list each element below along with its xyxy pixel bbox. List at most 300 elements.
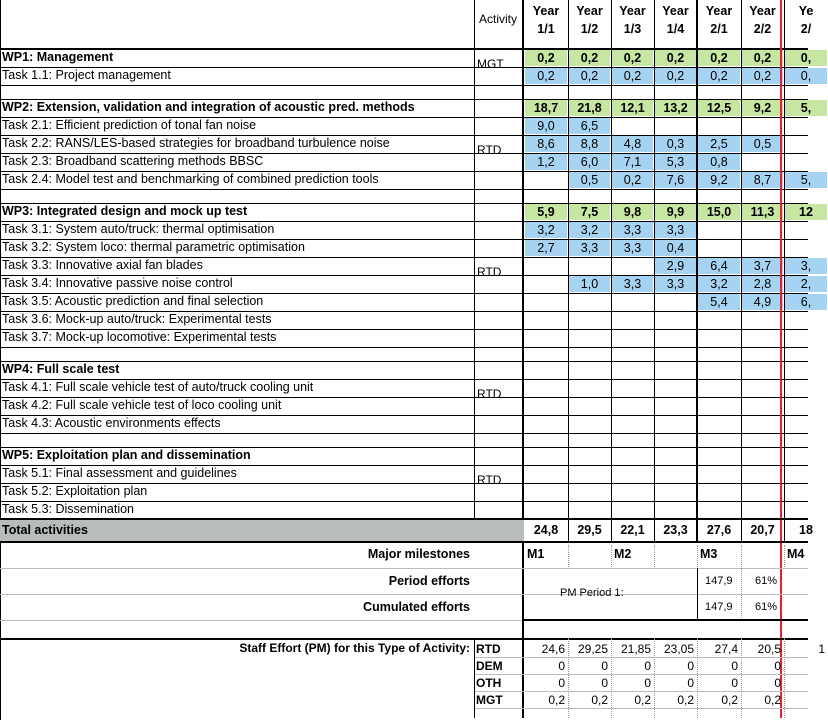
effort-cell: 2,7 bbox=[525, 240, 567, 256]
total-cell: 18 bbox=[799, 523, 813, 537]
effort-cell bbox=[785, 154, 827, 170]
staff-effort-label: Staff Effort (PM) for this Type of Activity: bbox=[239, 641, 470, 655]
total-cell: 20,7 bbox=[750, 523, 775, 537]
effort-cell bbox=[655, 118, 696, 134]
effort-cell bbox=[525, 380, 567, 396]
staff-effort-cell: 0 bbox=[774, 676, 781, 690]
effort-cell: 9,8 bbox=[612, 204, 653, 220]
period-label: 1/2 bbox=[580, 22, 599, 36]
effort-cell: 0,3 bbox=[655, 136, 696, 152]
effort-cell bbox=[698, 448, 740, 464]
grid-line bbox=[697, 638, 698, 718]
effort-cell bbox=[525, 416, 567, 432]
grid-line bbox=[0, 361, 808, 362]
effort-cell bbox=[612, 258, 653, 274]
effort-cell: 3,3 bbox=[569, 240, 610, 256]
period-boundary-line bbox=[780, 0, 782, 718]
grid-line bbox=[0, 48, 808, 49]
effort-cell: 2, bbox=[785, 276, 827, 292]
effort-cell: 1,0 bbox=[569, 276, 610, 292]
task-row-label: Task 3.5: Acoustic prediction and final selection bbox=[2, 294, 264, 308]
grid-line bbox=[522, 0, 524, 718]
grid-line bbox=[611, 638, 612, 718]
year-column-header bbox=[741, 3, 784, 37]
total-cell: 24,8 bbox=[533, 523, 559, 537]
effort-cell bbox=[612, 312, 653, 328]
effort-cell bbox=[569, 398, 610, 414]
effort-cell bbox=[569, 416, 610, 432]
effort-cell bbox=[655, 466, 696, 482]
effort-cell bbox=[612, 118, 653, 134]
effort-cell: 3,2 bbox=[569, 222, 610, 238]
grid-line bbox=[0, 293, 808, 294]
effort-cell bbox=[525, 484, 567, 500]
grid-line bbox=[696, 0, 698, 543]
effort-cell bbox=[698, 484, 740, 500]
effort-cell: 21,8 bbox=[569, 100, 610, 116]
wp-row-label: WP2: Extension, validation and integration of acoustic pred. methods bbox=[2, 100, 415, 114]
task-row-label: Task 3.2: System loco: thermal parametric optimisation bbox=[2, 240, 305, 254]
year-column-header bbox=[611, 3, 654, 37]
effort-cell: 0,8 bbox=[698, 154, 740, 170]
grid-line bbox=[0, 221, 808, 222]
effort-cell bbox=[525, 330, 567, 346]
effort-cell bbox=[742, 222, 783, 238]
staff-effort-cell: 0,2 bbox=[764, 693, 781, 707]
total-label: Total activities bbox=[2, 523, 88, 537]
effort-cell: 3,3 bbox=[612, 240, 653, 256]
effort-cell: 0,2 bbox=[569, 68, 610, 84]
effort-cell bbox=[742, 312, 783, 328]
effort-cell: 3,2 bbox=[525, 222, 567, 238]
effort-cell: 2,5 bbox=[698, 136, 740, 152]
effort-cell: 0,2 bbox=[612, 50, 653, 66]
effort-cell bbox=[742, 362, 783, 378]
effort-cell bbox=[698, 416, 740, 432]
activity-type-label: RTD bbox=[477, 387, 502, 401]
cumulated-efforts-pct: 61% bbox=[755, 601, 778, 613]
effort-cell bbox=[785, 330, 827, 346]
grid-line bbox=[568, 0, 569, 543]
effort-cell bbox=[742, 380, 783, 396]
staff-effort-cell: 0 bbox=[731, 659, 738, 673]
grid-line bbox=[0, 433, 808, 434]
effort-cell bbox=[525, 172, 567, 188]
staff-effort-cell: 0 bbox=[644, 659, 651, 673]
staff-effort-cell: 0,2 bbox=[548, 693, 565, 707]
year-column-header bbox=[654, 3, 697, 37]
activity-type-label: MGT bbox=[477, 57, 504, 71]
milestone-divider bbox=[611, 545, 612, 567]
effort-cell: 13,2 bbox=[655, 100, 696, 116]
grid-line bbox=[0, 465, 808, 466]
effort-cell: 0,2 bbox=[655, 50, 696, 66]
staff-effort-cell: 0,2 bbox=[591, 693, 608, 707]
effort-cell bbox=[698, 312, 740, 328]
milestone-divider bbox=[784, 545, 785, 567]
effort-cell: 7,6 bbox=[655, 172, 696, 188]
staff-effort-cell: 0 bbox=[558, 676, 565, 690]
staff-effort-cell: 24,6 bbox=[541, 642, 565, 656]
effort-cell: 0,2 bbox=[698, 68, 740, 84]
effort-cell: 6,4 bbox=[698, 258, 740, 274]
milestone-divider bbox=[568, 545, 569, 567]
effort-cell: 9,0 bbox=[525, 118, 567, 134]
effort-cell: 9,2 bbox=[698, 172, 740, 188]
effort-cell bbox=[655, 312, 696, 328]
grid-line bbox=[784, 0, 785, 543]
grid-line bbox=[0, 275, 808, 276]
effort-cell bbox=[569, 330, 610, 346]
effort-cell bbox=[612, 380, 653, 396]
year-label: Ye bbox=[798, 4, 814, 18]
total-cell: 29,5 bbox=[577, 523, 602, 537]
activity-type-label: RTD bbox=[477, 265, 502, 279]
effort-cell bbox=[742, 118, 783, 134]
grid-line bbox=[0, 203, 808, 204]
effort-cell bbox=[612, 466, 653, 482]
effort-cell bbox=[569, 448, 610, 464]
effort-cell bbox=[742, 416, 783, 432]
year-label: Year bbox=[532, 4, 560, 18]
effort-cell bbox=[655, 448, 696, 464]
effort-cell: 5, bbox=[785, 172, 827, 188]
grid-line bbox=[654, 638, 655, 718]
staff-effort-cell: 0 bbox=[644, 676, 651, 690]
year-column-header bbox=[524, 3, 568, 37]
effort-cell bbox=[655, 416, 696, 432]
task-row-label: Task 3.7: Mock-up locomotive: Experimental tests bbox=[2, 330, 277, 344]
effort-cell bbox=[525, 502, 567, 518]
year-label: Year bbox=[705, 4, 733, 18]
effort-cell: 4,9 bbox=[742, 294, 783, 310]
staff-effort-cell: 27,4 bbox=[714, 642, 738, 656]
staff-effort-cell: 0,2 bbox=[721, 693, 738, 707]
grid-line bbox=[474, 638, 475, 718]
effort-cell bbox=[698, 362, 740, 378]
effort-cell: 3,3 bbox=[655, 276, 696, 292]
effort-cell bbox=[525, 312, 567, 328]
effort-cell: 0,5 bbox=[569, 172, 610, 188]
grid-line bbox=[0, 135, 808, 136]
grid-line bbox=[0, 99, 808, 100]
staff-effort-cell: 0,2 bbox=[634, 693, 651, 707]
staff-activity-type: RTD bbox=[476, 642, 501, 656]
effort-cell bbox=[785, 362, 827, 378]
period-efforts-label: Period efforts bbox=[388, 574, 470, 588]
effort-cell: 5,4 bbox=[698, 294, 740, 310]
staff-effort-cell: 0 bbox=[687, 676, 694, 690]
effort-cell bbox=[698, 240, 740, 256]
effort-cell bbox=[742, 502, 783, 518]
grid-line bbox=[0, 501, 808, 502]
staff-effort-cell: 0,2 bbox=[677, 693, 694, 707]
staff-effort-cell: 20,5 bbox=[757, 642, 781, 656]
effort-cell: 9,9 bbox=[655, 204, 696, 220]
total-cell: 22,1 bbox=[620, 523, 645, 537]
staff-effort-cell: 0 bbox=[731, 676, 738, 690]
grid-line bbox=[0, 153, 808, 154]
effort-cell: 0,2 bbox=[612, 68, 653, 84]
task-row-label: Task 2.1: Efficient prediction of tonal fan noise bbox=[2, 118, 257, 132]
effort-cell: 12 bbox=[785, 204, 827, 220]
effort-cell bbox=[698, 222, 740, 238]
grid-line bbox=[0, 0, 1, 720]
year-label: Year bbox=[576, 4, 603, 18]
activity-type-label: RTD bbox=[477, 143, 502, 157]
effort-cell: 0, bbox=[785, 68, 827, 84]
year-column-header bbox=[568, 3, 611, 37]
milestone-divider bbox=[741, 545, 742, 567]
effort-cell bbox=[785, 118, 827, 134]
wp-row-label: WP4: Full scale test bbox=[2, 362, 120, 376]
effort-cell: 3,2 bbox=[698, 276, 740, 292]
grid-line bbox=[611, 0, 612, 543]
effort-cell bbox=[525, 258, 567, 274]
effort-cell: 0,2 bbox=[525, 68, 567, 84]
effort-cell bbox=[525, 276, 567, 292]
effort-cell: 18,7 bbox=[525, 100, 567, 116]
task-row-label: Task 5.3: Dissemination bbox=[2, 502, 135, 516]
task-row-label: Task 1.1: Project management bbox=[2, 68, 171, 82]
effort-cell: 0,2 bbox=[612, 172, 653, 188]
task-row-label: Task 4.1: Full scale vehicle test of auto/truck cooling unit bbox=[2, 380, 314, 394]
effort-cell bbox=[785, 222, 827, 238]
staff-effort-cell: 0 bbox=[601, 676, 608, 690]
effort-cell bbox=[785, 484, 827, 500]
efforts-box-bottom bbox=[522, 619, 808, 621]
effort-cell bbox=[569, 258, 610, 274]
period-label: 1/1 bbox=[537, 22, 555, 36]
year-column-header bbox=[697, 3, 741, 37]
staff-effort-cell: 0 bbox=[558, 659, 565, 673]
grid-line bbox=[0, 67, 808, 68]
effort-cell bbox=[612, 398, 653, 414]
effort-cell bbox=[612, 416, 653, 432]
task-row-label: Task 3.4: Innovative passive noise control bbox=[2, 276, 233, 290]
effort-cell: 12,1 bbox=[612, 100, 653, 116]
grid-line bbox=[474, 0, 475, 520]
effort-cell bbox=[655, 502, 696, 518]
grid-line bbox=[0, 311, 808, 312]
effort-cell bbox=[785, 448, 827, 464]
grid-line bbox=[0, 329, 808, 330]
grid-line bbox=[0, 171, 808, 172]
staff-effort-cell: 0 bbox=[687, 659, 694, 673]
task-row-label: Task 3.1: System auto/truck: thermal optimisation bbox=[2, 222, 275, 236]
effort-cell bbox=[525, 294, 567, 310]
effort-cell bbox=[655, 362, 696, 378]
effort-cell bbox=[655, 294, 696, 310]
effort-cell: 2,9 bbox=[655, 258, 696, 274]
task-row-label: Task 2.4: Model test and benchmarking of combined prediction tools bbox=[2, 172, 379, 186]
wp-row-label: WP3: Integrated design and mock up test bbox=[2, 204, 248, 218]
staff-effort-cell: 0 bbox=[601, 659, 608, 673]
milestones-label: Major milestones bbox=[367, 547, 470, 561]
grid-line bbox=[0, 239, 808, 240]
effort-cell bbox=[525, 448, 567, 464]
effort-cell: 5, bbox=[785, 100, 827, 116]
effort-cell: 6,5 bbox=[569, 118, 610, 134]
grid-line bbox=[0, 447, 808, 448]
effort-cell: 3,3 bbox=[612, 276, 653, 292]
period-label: 2/1 bbox=[710, 22, 728, 36]
grid-line bbox=[697, 568, 698, 620]
effort-cell bbox=[785, 136, 827, 152]
effort-cell: 8,7 bbox=[742, 172, 783, 188]
effort-cell bbox=[742, 398, 783, 414]
effort-cell: 3,7 bbox=[742, 258, 783, 274]
period-label: 1/3 bbox=[623, 22, 642, 36]
effort-cell: 0,2 bbox=[698, 50, 740, 66]
year-label: Year bbox=[662, 4, 689, 18]
total-cell: 27,6 bbox=[706, 523, 732, 537]
effort-cell bbox=[569, 362, 610, 378]
wp-row-label: WP1: Management bbox=[2, 50, 114, 64]
effort-cell: 3,3 bbox=[655, 222, 696, 238]
activity-type-label: RTD bbox=[477, 473, 502, 487]
effort-cell: 0,5 bbox=[742, 136, 783, 152]
grid-line bbox=[0, 594, 808, 595]
staff-effort-cell: 21,85 bbox=[620, 642, 651, 656]
effort-cell: 15,0 bbox=[698, 204, 740, 220]
effort-cell bbox=[785, 416, 827, 432]
effort-cell: 0,4 bbox=[655, 240, 696, 256]
effort-cell: 11,3 bbox=[742, 204, 783, 220]
effort-cell bbox=[525, 362, 567, 378]
period-efforts-value: 147,9 bbox=[705, 575, 733, 587]
effort-cell bbox=[698, 398, 740, 414]
effort-cell bbox=[525, 398, 567, 414]
milestone-marker: M2 bbox=[614, 547, 632, 561]
grid-line bbox=[474, 708, 808, 709]
effort-cell: 5,3 bbox=[655, 154, 696, 170]
effort-cell: 0,2 bbox=[655, 68, 696, 84]
task-row-label: Task 5.2: Exploitation plan bbox=[2, 484, 148, 498]
effort-cell bbox=[785, 380, 827, 396]
grid-line bbox=[0, 483, 808, 484]
grid-line bbox=[0, 397, 808, 398]
effort-cell: 8,8 bbox=[569, 136, 610, 152]
effort-cell: 5,9 bbox=[525, 204, 567, 220]
effort-cell bbox=[655, 380, 696, 396]
effort-cell bbox=[525, 466, 567, 482]
effort-cell bbox=[569, 312, 610, 328]
task-row-label: Task 5.1: Final assessment and guidelines bbox=[2, 466, 237, 480]
effort-cell bbox=[569, 502, 610, 518]
effort-cell: 3,3 bbox=[612, 222, 653, 238]
period-label: 2/2 bbox=[753, 22, 772, 36]
effort-cell bbox=[569, 466, 610, 482]
period-label: 2/ bbox=[800, 22, 812, 36]
task-row-label: Task 3.3: Innovative axial fan blades bbox=[2, 258, 203, 272]
effort-cell bbox=[742, 448, 783, 464]
effort-cell: 2,8 bbox=[742, 276, 783, 292]
effort-cell bbox=[785, 502, 827, 518]
task-row-label: Task 4.2: Full scale vehicle test of loco cooling unit bbox=[2, 398, 282, 412]
milestone-divider bbox=[697, 545, 698, 567]
cumulated-efforts-value: 147,9 bbox=[705, 601, 733, 613]
staff-effort-cell: 29,25 bbox=[577, 642, 608, 656]
milestone-marker: M1 bbox=[527, 547, 545, 561]
cumulated-efforts-label: Cumulated efforts bbox=[363, 600, 470, 614]
effort-cell bbox=[742, 154, 783, 170]
grid-line bbox=[741, 568, 742, 620]
effort-cell bbox=[785, 240, 827, 256]
effort-cell: 7,1 bbox=[612, 154, 653, 170]
grid-line bbox=[568, 638, 569, 718]
effort-cell bbox=[569, 380, 610, 396]
grid-line bbox=[0, 379, 808, 380]
staff-effort-cell: 23,05 bbox=[663, 642, 694, 656]
effort-cell: 6, bbox=[785, 294, 827, 310]
effort-cell bbox=[612, 330, 653, 346]
staff-effort-cell: 0 bbox=[774, 659, 781, 673]
staff-effort-cell: 1 bbox=[818, 642, 825, 656]
task-row-label: Task 2.2: RANS/LES-based strategies for broadband turbulence noise bbox=[2, 136, 390, 150]
effort-cell: 7,5 bbox=[569, 204, 610, 220]
grid-line bbox=[0, 347, 808, 348]
effort-cell bbox=[569, 484, 610, 500]
task-row-label: Task 2.3: Broadband scattering methods BBSC bbox=[2, 154, 264, 168]
total-cell: 23,3 bbox=[663, 523, 688, 537]
grid-line bbox=[654, 0, 655, 543]
grid-line bbox=[741, 0, 742, 543]
effort-cell bbox=[785, 398, 827, 414]
pm-period-label: PM Period 1: bbox=[560, 587, 624, 599]
staff-activity-type: OTH bbox=[476, 676, 502, 690]
effort-cell bbox=[742, 330, 783, 346]
period-efforts-pct: 61% bbox=[755, 575, 778, 587]
period-label: 1/4 bbox=[666, 22, 685, 36]
effort-cell: 0, bbox=[785, 50, 827, 66]
activity-header: Activity bbox=[478, 12, 517, 26]
effort-cell: 0,2 bbox=[742, 50, 783, 66]
staff-activity-type: MGT bbox=[476, 693, 503, 707]
effort-cell: 1,2 bbox=[525, 154, 567, 170]
effort-cell bbox=[612, 448, 653, 464]
year-label: Year bbox=[619, 4, 646, 18]
effort-cell bbox=[785, 312, 827, 328]
effort-cell: 4,8 bbox=[612, 136, 653, 152]
year-column-header bbox=[784, 3, 828, 37]
grid-line bbox=[784, 638, 785, 718]
milestone-divider bbox=[654, 545, 655, 567]
grid-line bbox=[0, 415, 808, 416]
grid-line bbox=[0, 49, 808, 50]
effort-cell: 9,2 bbox=[742, 100, 783, 116]
effort-cell bbox=[698, 502, 740, 518]
grid-line bbox=[0, 189, 808, 190]
milestone-marker: M3 bbox=[700, 547, 718, 561]
grid-line bbox=[0, 85, 808, 86]
effort-cell: 0,2 bbox=[742, 68, 783, 84]
effort-cell bbox=[742, 484, 783, 500]
effort-cell bbox=[655, 398, 696, 414]
effort-cell: 8,6 bbox=[525, 136, 567, 152]
effort-cell bbox=[698, 380, 740, 396]
milestone-marker: M4 bbox=[787, 547, 805, 561]
effort-cell bbox=[612, 294, 653, 310]
effort-cell bbox=[698, 330, 740, 346]
effort-cell bbox=[785, 466, 827, 482]
grid-line bbox=[0, 257, 808, 258]
effort-cell: 3, bbox=[785, 258, 827, 274]
effort-cell bbox=[655, 330, 696, 346]
effort-cell bbox=[655, 484, 696, 500]
effort-cell: 0,2 bbox=[569, 50, 610, 66]
effort-cell bbox=[698, 466, 740, 482]
